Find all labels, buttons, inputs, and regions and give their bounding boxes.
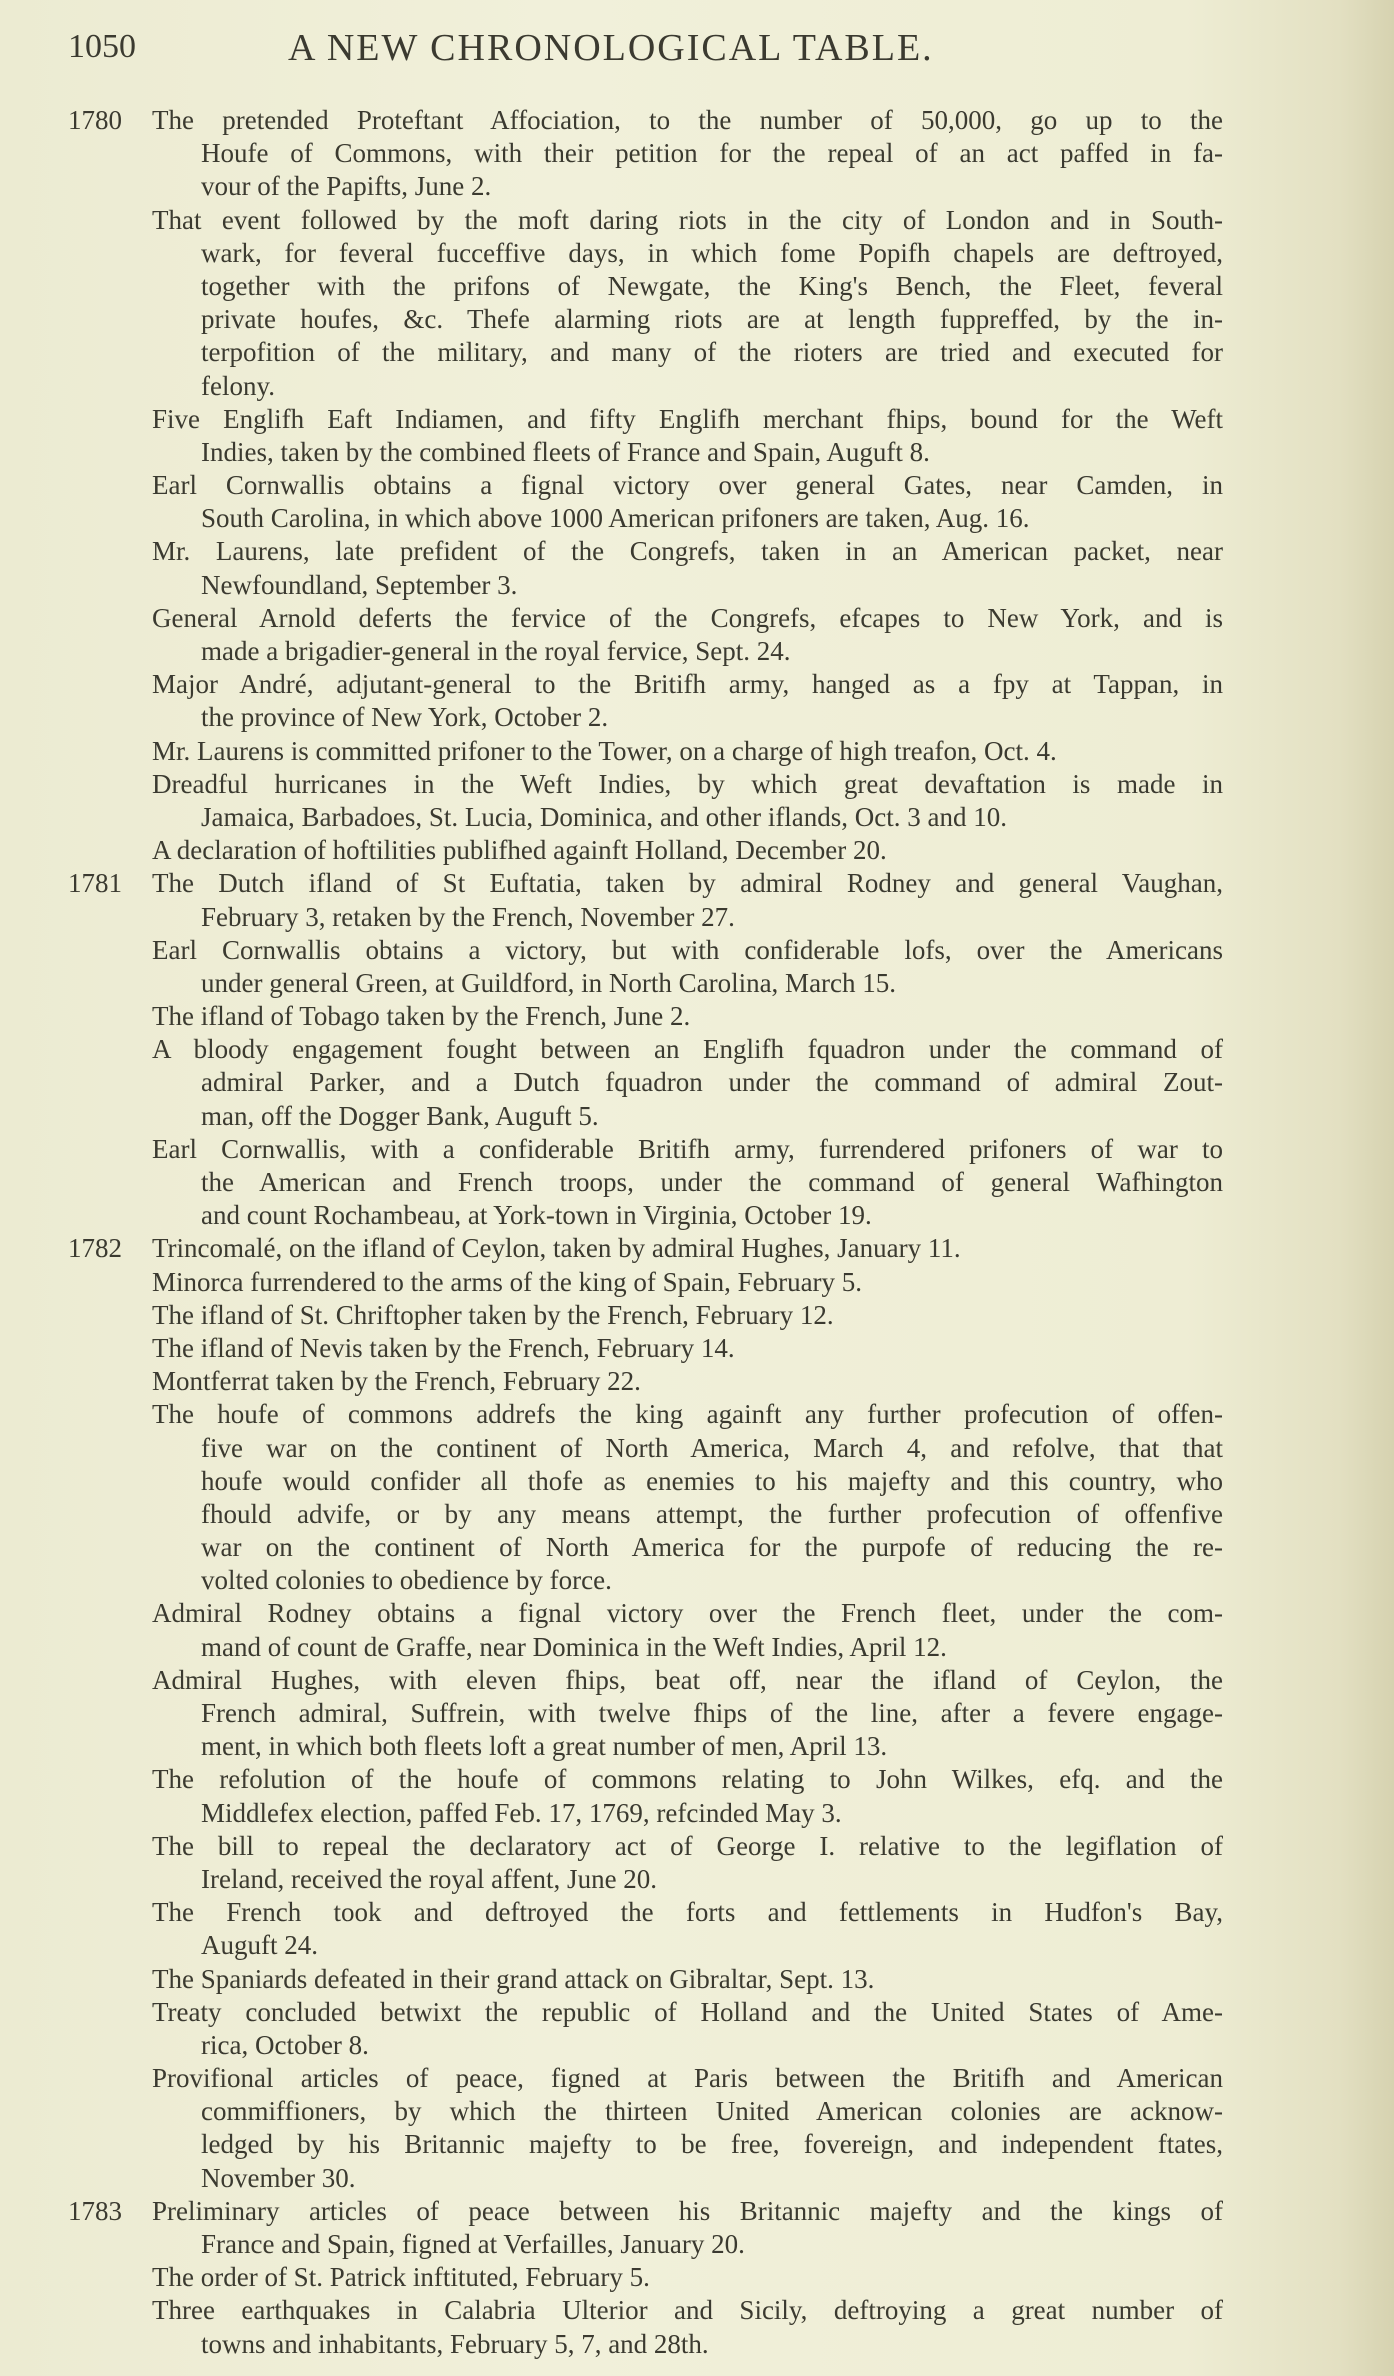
entry-text-line: the American and French troops, under the command of general Wafhington	[201, 1167, 1223, 1197]
chronology-entry	[68, 602, 1223, 668]
entry-text-line: Admiral Rodney obtains a fignal victory over the French fleet, under the com-	[152, 1598, 1223, 1629]
entry-text-line: rica, October 8.	[201, 2029, 369, 2060]
entry-text-line: Mr. Laurens is committed prifoner to the Tower, on a charge of high treafon, Oct. 4.	[152, 735, 1057, 766]
entry-text-line: Auguft 24.	[201, 1930, 318, 1961]
entry-text-line: Earl Cornwallis obtains a fignal victory over general Gates, near Camden, in	[152, 470, 1223, 501]
entry-text-line: mand of count de Graffe, near Dominica in the Weft Indies, April 12.	[201, 1631, 947, 1662]
entry-text-line: Montferrat taken by the French, February 22.	[152, 1366, 641, 1397]
chronology-entry	[68, 1232, 1223, 1265]
entry-text-line: The houfe of commons addrefs the king againft any further profecution of offen-	[152, 1399, 1223, 1430]
chronology-entries	[68, 104, 1223, 2361]
entry-text-line: The Dutch ifland of St Euftatia, taken by admiral Rodney and general Vaughan,	[152, 868, 1223, 899]
chronology-entry	[68, 2261, 1223, 2294]
entry-text-line: Earl Cornwallis obtains a victory, but with confiderable lofs, over the Americans	[152, 934, 1223, 965]
entry-text-line: Indies, taken by the combined fleets of France and Spain, Auguft 8.	[201, 436, 930, 467]
entry-text-line: man, off the Dogger Bank, Auguft 5.	[201, 1100, 599, 1131]
page-number: 1050	[68, 28, 136, 65]
entry-text-line: and count Rochambeau, at York-town in Virginia, October 19.	[201, 1200, 872, 1231]
entry-text-line: The ifland of St. Chriftopher taken by the French, February 12.	[152, 1299, 834, 1330]
entry-text-line: under general Green, at Guildford, in North Carolina, March 15.	[201, 967, 897, 998]
entry-text-line: ment, in which both fleets loft a great number of men, April 13.	[201, 1731, 888, 1762]
entry-text-line: November 30.	[201, 2162, 356, 2193]
entry-text-line: five war on the continent of North America, March 4, and refolve, that that	[201, 1432, 1223, 1463]
entry-text-line: The refolution of the houfe of commons relating to John Wilkes, efq. and the	[152, 1764, 1223, 1795]
chronology-entry	[68, 1033, 1223, 1133]
entry-text-line: Middlefex election, paffed Feb. 17, 1769, refcinded May 3.	[201, 1797, 842, 1828]
entry-text-line: wark, for feveral fucceffive days, in which fome Popifh chapels are deftroyed,	[201, 237, 1223, 268]
entry-text-line: Dreadful hurricanes in the Weft Indies, by which great devaftation is made in	[152, 768, 1223, 799]
entry-text-line: volted colonies to obedience by force.	[201, 1565, 612, 1596]
entry-text-line: Houfe of Commons, with their petition for the repeal of an act paffed in fa-	[201, 138, 1223, 169]
entry-text-line: Minorca furrendered to the arms of the king of Spain, February 5.	[152, 1266, 863, 1297]
chronology-entry	[68, 104, 1223, 204]
entry-text-line: Newfoundland, September 3.	[201, 569, 518, 600]
entry-text-line: The ifland of Nevis taken by the French, February 14.	[152, 1332, 735, 1363]
entry-year: 1781	[68, 868, 122, 899]
page-header	[68, 22, 1228, 72]
page-title: A NEW CHRONOLOGICAL TABLE.	[288, 27, 934, 69]
chronology-entry	[68, 768, 1223, 834]
entry-text-line: Earl Cornwallis, with a confiderable Britifh army, furrendered prifoners of war to	[152, 1133, 1223, 1164]
chronology-entry	[68, 834, 1223, 867]
entry-text-line: Treaty concluded betwixt the republic of Holland and the United States of Ame-	[152, 1996, 1223, 2027]
entry-text-line: fhould advife, or by any means attempt, the further profecution of offenfive	[201, 1498, 1223, 1529]
entry-text-line: The bill to repeal the declaratory act of George I. relative to the legiflation of	[152, 1830, 1223, 1861]
chronology-entry	[68, 1664, 1223, 1764]
entry-text-line: houfe would confider all thofe as enemies to his majefty and this country, who	[201, 1465, 1223, 1496]
entry-text-line: The ifland of Tobago taken by the French, June 2.	[152, 1001, 691, 1032]
entry-text-line: French admiral, Suffrein, with twelve fhips of the line, after a fevere engage-	[201, 1698, 1223, 1728]
entry-text-line: Provifional articles of peace, figned at Paris between the Britifh and American	[152, 2063, 1223, 2094]
chronology-entry	[68, 867, 1223, 933]
entry-text-line: Five Englifh Eaft Indiamen, and fifty Englifh merchant fhips, bound for the Weft	[152, 403, 1223, 434]
entry-text-line: made a brigadier-general in the royal fervice, Sept. 24.	[201, 636, 791, 666]
entry-year: 1780	[68, 105, 122, 135]
entry-text-line: The order of St. Patrick inftituted, February 5.	[152, 2262, 650, 2293]
entry-text-line: France and Spain, figned at Verfailles, January 20.	[201, 2229, 745, 2259]
chronology-entry	[68, 934, 1223, 1000]
entry-text-line: That event followed by the moft daring riots in the city of London and in South-	[152, 204, 1223, 235]
entry-text-line: terpofition of the military, and many of the rioters are tried and executed for	[201, 337, 1223, 368]
entry-text-line: Admiral Hughes, with eleven fhips, beat off, near the ifland of Ceylon, the	[152, 1664, 1223, 1695]
entry-text-line: towns and inhabitants, February 5, 7, and 28th.	[201, 2328, 709, 2359]
chronology-entry	[68, 1830, 1223, 1896]
chronology-entry	[68, 2195, 1223, 2261]
entry-text-line: The French took and deftroyed the forts and fettlements in Hudfon's Bay,	[152, 1897, 1223, 1928]
entry-year: 1782	[68, 1233, 122, 1264]
entry-text-line: private houfes, &c. Thefe alarming riots are at length fuppreffed, by the in-	[201, 304, 1223, 335]
entry-text-line: vour of the Papifts, June 2.	[201, 171, 492, 202]
chronology-entry	[68, 1896, 1223, 1962]
entry-text-line: A declaration of hoftilities publifhed againft Holland, December 20.	[152, 835, 887, 866]
entry-text-line: Preliminary articles of peace between his Britannic majefty and the kings of	[152, 2195, 1223, 2226]
chronology-entry	[68, 1763, 1223, 1829]
chronology-entry	[68, 2294, 1223, 2360]
entry-text-line: Ireland, received the royal affent, June 20.	[201, 1863, 658, 1894]
entry-year: 1783	[68, 2195, 122, 2226]
chronology-entry	[68, 1266, 1223, 1299]
chronology-entry	[68, 735, 1223, 768]
entry-text-line: together with the prifons of Newgate, the King's Bench, the Fleet, feveral	[201, 270, 1223, 301]
entry-text-line: South Carolina, in which above 1000 American prifoners are taken, Aug. 16.	[201, 503, 1030, 534]
chronology-entry	[68, 1365, 1223, 1398]
chronology-entry	[68, 1996, 1223, 2062]
entry-text-line: admiral Parker, and a Dutch fquadron under the command of admiral Zout-	[201, 1067, 1223, 1098]
entry-text-line: Three earthquakes in Calabria Ulterior and Sicily, deftroying a great number of	[152, 2295, 1223, 2326]
chronology-entry	[68, 1000, 1223, 1033]
chronology-entry	[68, 204, 1223, 403]
chronology-entry	[68, 1398, 1223, 1597]
entry-text-line: The pretended Proteftant Affociation, to the number of 50,000, go up to the	[152, 105, 1223, 135]
chronology-entry	[68, 1299, 1223, 1332]
entry-text-line: February 3, retaken by the French, November 27.	[201, 901, 735, 932]
entry-text-line: ledged by his Britannic majefty to be free, fovereign, and independent ftates,	[201, 2129, 1223, 2160]
chronology-entry	[68, 403, 1223, 469]
entry-text-line: Jamaica, Barbadoes, St. Lucia, Dominica, and other iflands, Oct. 3 and 10.	[201, 801, 1008, 832]
chronology-entry	[68, 535, 1223, 601]
entry-text-line: The Spaniards defeated in their grand attack on Gibraltar, Sept. 13.	[152, 1963, 875, 1994]
entry-text-line: Trincomalé, on the ifland of Ceylon, taken by admiral Hughes, January 11.	[152, 1233, 961, 1264]
entry-text-line: war on the continent of North America for the purpofe of reducing the re-	[201, 1532, 1223, 1563]
entry-text-line: A bloody engagement fought between an Englifh fquadron under the command of	[152, 1034, 1223, 1065]
entry-text-line: Mr. Laurens, late prefident of the Congrefs, taken in an American packet, near	[152, 536, 1223, 567]
chronology-entry	[68, 668, 1223, 734]
entry-text-line: commiffioners, by which the thirteen United American colonies are acknow-	[201, 2096, 1223, 2127]
chronology-entry	[68, 1133, 1223, 1233]
entry-text-line: General Arnold deferts the fervice of the Congrefs, efcapes to New York, and is	[152, 602, 1223, 633]
entry-text-line: felony.	[201, 370, 275, 401]
chronology-entry	[68, 1597, 1223, 1663]
chronology-entry	[68, 1332, 1223, 1365]
entry-text-line: the province of New York, October 2.	[201, 702, 609, 733]
entry-text-line: Major André, adjutant-general to the Britifh army, hanged as a fpy at Tappan, in	[152, 669, 1223, 700]
chronology-entry	[68, 2062, 1223, 2195]
chronology-entry	[68, 1963, 1223, 1996]
chronology-entry	[68, 469, 1223, 535]
